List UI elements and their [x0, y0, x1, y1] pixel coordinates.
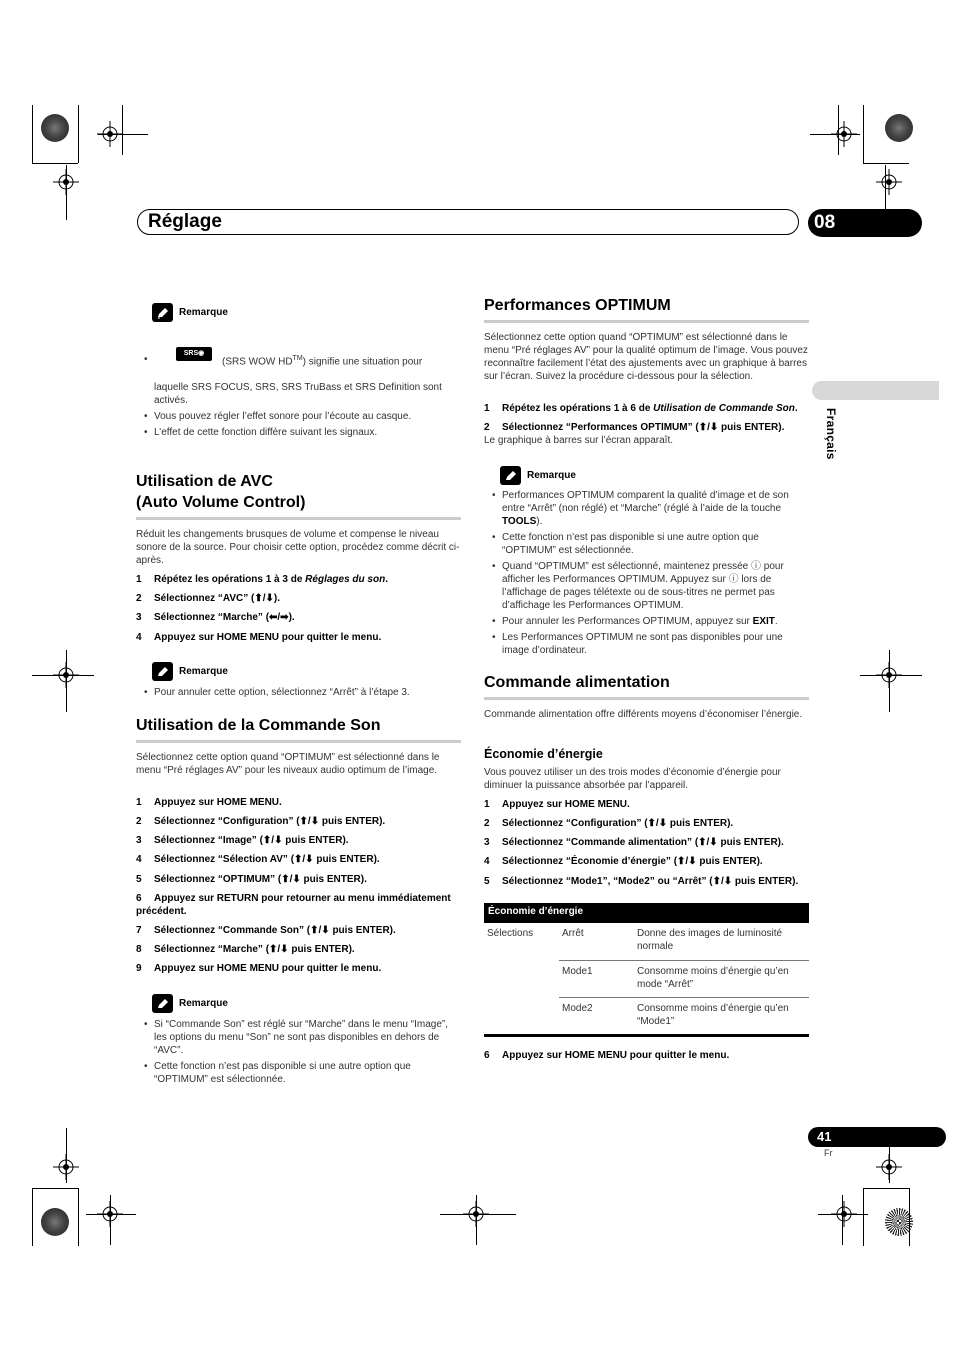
note-pencil-icon	[152, 662, 173, 681]
son-step: 9 Appuyez sur HOME MENU pour quitter le menu.	[136, 963, 382, 974]
crosshair-icon	[97, 1201, 123, 1227]
crosshair-icon	[876, 169, 902, 195]
srs-rest: ) signifie une situation pour	[302, 356, 423, 368]
power-step-6: 6 Appuyez sur HOME MENU pour quitter le menu.	[484, 1050, 730, 1061]
note-pencil-icon	[152, 303, 173, 322]
table-row-separator	[559, 960, 809, 961]
crosshair-icon	[463, 1201, 489, 1227]
srs-sup: TM	[292, 355, 303, 362]
son-section	[136, 715, 461, 743]
list-item: • Cette fonction n’est pas disponible si une autre option que “OPTIMUM” est sélectionnée.	[136, 1060, 461, 1086]
avc-intro: Réduit les changements brusques de volume et compense le niveau sonore de la source. Pour choisir cette option, procédez comme décrit ci-après.	[136, 529, 460, 566]
table-cell: Sélections	[487, 928, 534, 939]
son-step: 1 Appuyez sur HOME MENU.	[136, 797, 282, 808]
note-pencil-icon	[500, 466, 521, 485]
crosshair-icon	[53, 662, 79, 688]
table-bottom-rule	[484, 1034, 809, 1037]
perf-section	[484, 295, 809, 323]
crosshair-icon	[53, 169, 79, 195]
note-pencil-icon	[152, 994, 173, 1013]
energy-intro: Vous pouvez utiliser un des trois modes d’économie d’énergie pour diminuer la puissance absorbée par l’appareil.	[484, 767, 781, 791]
power-section	[484, 672, 809, 700]
power-step: 1 Appuyez sur HOME MENU.	[484, 799, 630, 810]
page-title: Réglage	[148, 211, 222, 232]
list-item: • Cette fonction n’est pas disponible si une autre option que “OPTIMUM” est sélectionnée.	[484, 531, 809, 557]
srs-wow-hd-logo-icon: SRS◉	[176, 347, 212, 361]
power-intro: Commande alimentation offre différents moyens d’économiser l’énergie.	[484, 709, 803, 720]
son-step: 7 Sélectionnez “Commande Son” (⬆/⬇ puis ENTER).	[136, 925, 396, 936]
crosshair-icon	[97, 121, 123, 147]
table-cell: Mode1	[562, 966, 593, 977]
power-step: 2 Sélectionnez “Configuration” (⬆/⬇ puis ENTER).	[484, 818, 734, 829]
language-tab	[812, 381, 939, 400]
son-step: 4 Sélectionnez “Sélection AV” (⬆/⬇ puis ENTER).	[136, 854, 380, 865]
note-label: Remarque	[179, 666, 228, 677]
section-title-power: Commande alimentation	[484, 672, 809, 700]
note-heading	[152, 303, 228, 322]
avc-note-bullets	[136, 686, 461, 699]
avc-step-3: 3 Sélectionnez “Marche” (⬅/➡).	[136, 612, 295, 623]
note-label: Remarque	[179, 307, 228, 318]
note-heading	[500, 466, 576, 485]
table-row-separator	[559, 997, 809, 998]
section-title-avc: Utilisation de AVC (Auto Volume Control)	[136, 471, 461, 520]
list-item: • Pour annuler les Performances OPTIMUM, appuyez sur EXIT.	[484, 615, 809, 628]
son-step: 2 Sélectionnez “Configuration” (⬆/⬇ puis ENTER).	[136, 816, 386, 827]
son-intro: Sélectionnez cette option quand “OPTIMUM” est sélectionné dans le menu “Pré réglages AV” pour les niveaux audio optimum de l’image.	[136, 752, 440, 776]
son-step: 5 Sélectionnez “OPTIMUM” (⬆/⬇ puis ENTER).	[136, 874, 367, 885]
crosshair-icon	[53, 1154, 79, 1180]
registration-rosette-icon	[41, 114, 69, 142]
son-step: 8 Sélectionnez “Marche” (⬆/⬇ puis ENTER).	[136, 944, 355, 955]
section-title-perf: Performances OPTIMUM	[484, 295, 809, 323]
list-item: • Les Performances OPTIMUM ne sont pas disponibles pour une image d’ordinateur.	[484, 631, 809, 657]
list-item: • Quand “OPTIMUM” est sélectionné, maintenez pressée ⓘ pour afficher les Performances OPTIMUM. Appuyez sur ⓘ lors de l’affichage de pages télétexte ou de sous-titres ne permet pas d’affichage les Performances OPTIMUM.	[484, 560, 809, 612]
table-header: Économie d’énergie	[484, 903, 809, 923]
note-heading	[152, 994, 228, 1013]
registration-rosette-icon	[885, 114, 913, 142]
table-cell: Arrêt	[562, 928, 584, 939]
list-item: • Vous pouvez régler l’effet sonore pour l’écoute au casque.	[136, 410, 461, 423]
perf-step-1: 1 Répétez les opérations 1 à 6 de Utilisation de Commande Son.	[484, 403, 798, 414]
avc-step-1: 1 Répétez les opérations 1 à 3 de Réglages du son.	[136, 574, 388, 585]
avc-step-4: 4 Appuyez sur HOME MENU pour quitter le menu.	[136, 632, 382, 643]
list-item: • Si “Commande Son” est réglé sur “Marche” dans le menu “Image”, les options du menu “Son” ne sont pas disponibles en dehors de “AVC”.	[136, 1018, 461, 1057]
power-step: 3 Sélectionnez “Commande alimentation” (⬆/⬇ puis ENTER).	[484, 837, 784, 848]
perf-step-2-sub: Le graphique à barres sur l’écran apparaît.	[484, 435, 674, 446]
note-label: Remarque	[527, 470, 576, 481]
perf-intro: Sélectionnez cette option quand “OPTIMUM” est sélectionné dans le menu “Pré réglages AV” pour la qualité optimum de l’image. Vous pouvez reconnaître facilement l’état des ajustements avec un graphique à barres sur l’écran. Suivez la procédure ci-dessous pour la sélection.	[484, 332, 808, 382]
srs-text: (SRS WOW HD	[222, 356, 293, 368]
power-step: 5 Sélectionnez “Mode1”, “Mode2” ou “Arrêt” (⬆/⬇ puis ENTER).	[484, 876, 799, 887]
subsection-title-energy: Économie d’énergie	[484, 747, 603, 761]
list-item: • Performances OPTIMUM comparent la qualité d’image et de son entre “Arrêt” (non réglé) et “Marche” (réglé à l’aide de la touche TOOLS).	[484, 489, 809, 528]
avc-step-2: 2 Sélectionnez “AVC” (⬆/⬇).	[136, 593, 281, 604]
page-language: Fr	[824, 1148, 833, 1158]
table-cell: Consomme moins d’énergie qu’en “Mode1”	[637, 1003, 789, 1027]
header-bar	[137, 209, 799, 235]
language-label: Français	[824, 408, 838, 460]
avc-section	[136, 471, 461, 520]
table-cell: Donne des images de luminosité normale	[637, 928, 783, 952]
section-title-son: Utilisation de la Commande Son	[136, 715, 461, 743]
perf-note-bullets	[484, 489, 809, 657]
srs-continuation: laquelle SRS FOCUS, SRS, SRS TruBass et SRS Definition sont activés.	[154, 382, 442, 406]
table-cell: Consomme moins d’énergie qu’en mode “Arrêt”	[637, 966, 789, 990]
perf-step-2: 2 Sélectionnez “Performances OPTIMUM” (⬆/⬇ puis ENTER).	[484, 422, 785, 433]
crosshair-icon	[831, 1201, 857, 1227]
son-step: 6 Appuyez sur RETURN pour retourner au menu immédiatement précédent.	[136, 893, 451, 917]
power-step: 4 Sélectionnez “Économie d’énergie” (⬆/⬇ puis ENTER).	[484, 856, 763, 867]
list-item: • L’effet de cette fonction diffère suivant les signaux.	[136, 426, 461, 439]
page-number: 41	[808, 1127, 946, 1147]
note-label: Remarque	[179, 998, 228, 1009]
son-note-bullets	[136, 1018, 461, 1086]
crosshair-icon	[831, 121, 857, 147]
note1-bullets	[136, 410, 461, 439]
registration-rosette-icon	[41, 1208, 69, 1236]
note-heading	[152, 662, 228, 681]
crosshair-icon	[876, 1154, 902, 1180]
crosshair-icon	[876, 662, 902, 688]
chapter-number: 08	[808, 209, 922, 237]
table-cell: Mode2	[562, 1003, 593, 1014]
son-step: 3 Sélectionnez “Image” (⬆/⬇ puis ENTER).	[136, 835, 349, 846]
list-item: • Pour annuler cette option, sélectionnez “Arrêt” à l’étape 3.	[136, 686, 461, 699]
